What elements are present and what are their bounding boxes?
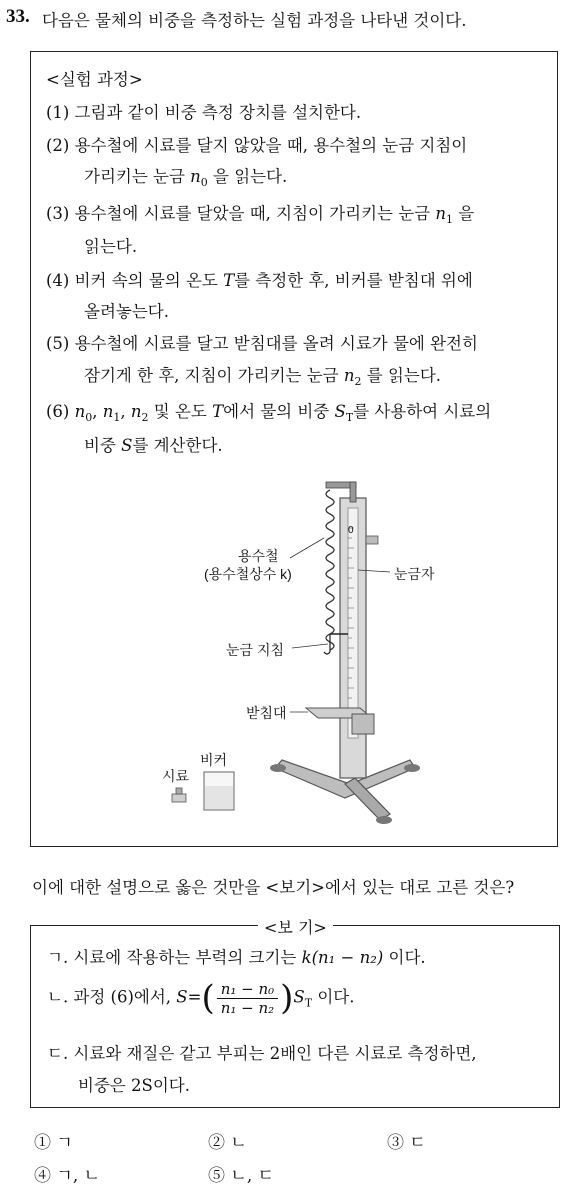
- stand-label: 받침대: [246, 705, 287, 721]
- step-3-line2: 읽는다.: [84, 237, 138, 256]
- spring-label: 용수철: [238, 548, 279, 564]
- bogi-item-a: ㄱ. 시료에 작용하는 부력의 크기는 k(n₁ − n₂) 이다.: [47, 948, 426, 967]
- bogi-item-c-line2: 비중은 2S이다.: [78, 1076, 190, 1095]
- question-text: 다음은 물체의 비중을 측정하는 실험 과정을 나타낸 것이다.: [42, 11, 467, 30]
- procedure-title: <실험 과정>: [46, 70, 143, 89]
- beaker-label: 비커: [200, 752, 228, 768]
- choice-1[interactable]: ① ㄱ: [34, 1133, 73, 1153]
- step-2-line2: 가리키는 눈금 $n_0$ 을 읽는다.: [84, 167, 288, 189]
- step-4-line2: 올려놓는다.: [84, 302, 169, 321]
- step-6-line1: (6) $n_0$, $n_1$, $n_2$ 및 온도 T에서 물의 비중 $S_T$를 사용하여 시료의: [46, 402, 492, 424]
- step-1: (1) 그림과 같이 비중 측정 장치를 설치한다.: [46, 103, 362, 122]
- apparatus-figure: [150, 468, 540, 840]
- choice-5[interactable]: ⑤ ㄴ, ㄷ: [208, 1166, 275, 1186]
- step-4-line1: (4) 비커 속의 물의 온도 T를 측정한 후, 비커를 받침대 위에: [46, 271, 473, 290]
- choice-2[interactable]: ② ㄴ: [208, 1133, 247, 1153]
- step-6-line2: 비중 S를 계산한다.: [84, 436, 223, 455]
- choice-4[interactable]: ④ ㄱ, ㄴ: [34, 1166, 101, 1186]
- step-3-line1: (3) 용수철에 시료를 달았을 때, 지침이 가리키는 눈금 $n_1$ 을: [46, 204, 475, 226]
- pointer-label: 눈금 지침: [226, 642, 284, 658]
- step-2-line1: (2) 용수철에 시료를 달지 않았을 때, 용수철의 눈금 지침이: [46, 136, 468, 155]
- scale-label: 눈금자: [394, 566, 435, 582]
- spring-constant-label: (용수철상수 k): [204, 566, 292, 582]
- step-5-line2: 잠기게 한 후, 지침이 가리키는 눈금 $n_2$ 를 읽는다.: [84, 366, 442, 388]
- bogi-title: <보 기>: [258, 915, 333, 938]
- choice-3[interactable]: ③ ㄷ: [387, 1133, 426, 1153]
- bogi-item-c-line1: ㄷ. 시료와 재질은 같고 부피는 2배인 다른 시료로 측정하면,: [47, 1044, 477, 1063]
- step-5-line1: (5) 용수철에 시료를 달고 받침대를 올려 시료가 물에 완전히: [46, 334, 478, 353]
- question-prompt: 이에 대한 설명으로 옳은 것만을 <보기>에서 있는 대로 고른 것은?: [32, 878, 515, 897]
- question-number: 33.: [6, 6, 30, 27]
- bogi-item-b: ㄴ. 과정 (6)에서, S=( $\frac{\text{n₁ − n₀}}{\text{n₁ − n₂}}$ )$S_T$ 이다.: [47, 978, 355, 1018]
- sample-label: 시료: [162, 768, 190, 784]
- scale-zero-mark: 0: [348, 525, 354, 536]
